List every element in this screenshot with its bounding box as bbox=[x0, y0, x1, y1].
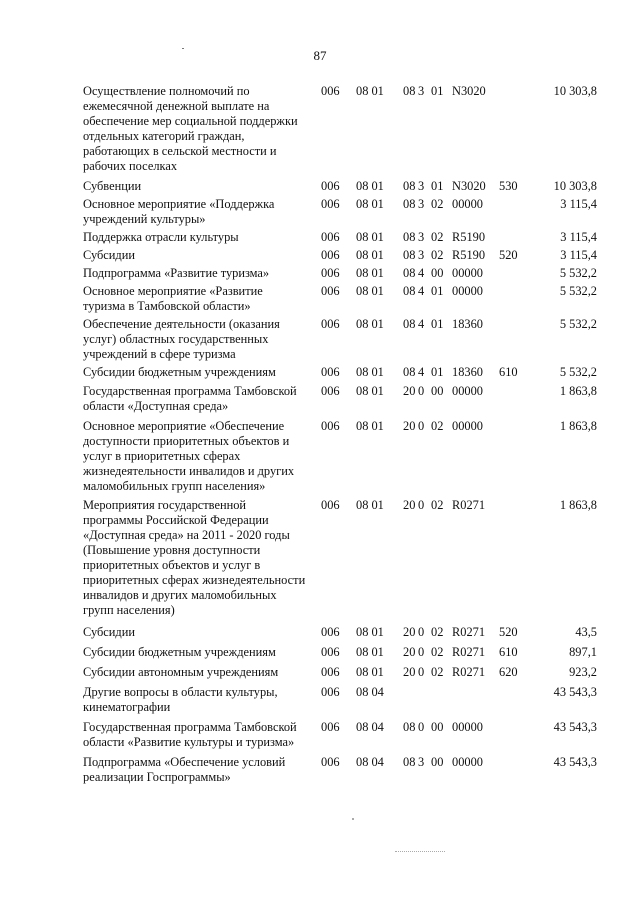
section-code: 08 01 bbox=[356, 179, 384, 193]
direction-code: 18360 bbox=[452, 365, 483, 379]
section-code: 08 01 bbox=[356, 197, 384, 211]
direction-code: 18360 bbox=[452, 317, 483, 331]
amount: 5 532,2 bbox=[559, 284, 597, 298]
row-name: Другие вопросы в области культуры, кинематографии bbox=[83, 685, 278, 714]
table-row bbox=[0, 419, 640, 494]
amount: 3 115,4 bbox=[560, 197, 597, 211]
section-code: 08 01 bbox=[356, 625, 384, 639]
grbs-code: 006 bbox=[321, 645, 340, 659]
event-code: 01 bbox=[431, 365, 444, 379]
subprogram-code: 0 bbox=[418, 720, 425, 734]
program-code: 20 bbox=[403, 645, 416, 659]
program-code: 20 bbox=[403, 419, 416, 433]
table-row bbox=[0, 230, 640, 245]
amount: 43 543,3 bbox=[553, 685, 597, 699]
program-code: 08 bbox=[403, 248, 416, 262]
amount: 43 543,3 bbox=[553, 755, 597, 769]
subprogram-code: 3 bbox=[418, 230, 425, 244]
section-code: 08 04 bbox=[356, 685, 384, 699]
amount: 10 303,8 bbox=[553, 179, 597, 193]
table-row bbox=[0, 755, 640, 785]
program-code: 08 bbox=[403, 179, 416, 193]
direction-code: 00000 bbox=[452, 419, 483, 433]
table-row bbox=[0, 266, 640, 281]
amount: 5 532,2 bbox=[559, 266, 597, 280]
section-code: 08 01 bbox=[356, 498, 384, 512]
program-code: 08 bbox=[403, 720, 416, 734]
section-code: 08 01 bbox=[356, 266, 384, 280]
subprogram-code: 3 bbox=[418, 179, 425, 193]
section-code: 08 04 bbox=[356, 720, 384, 734]
direction-code: R0271 bbox=[452, 625, 486, 639]
amount: 10 303,8 bbox=[553, 84, 597, 98]
grbs-code: 006 bbox=[321, 720, 340, 734]
expense-type-code: 520 bbox=[499, 248, 518, 262]
table-row bbox=[0, 720, 640, 750]
direction-code: 00000 bbox=[452, 720, 483, 734]
subprogram-code: 4 bbox=[418, 317, 425, 331]
grbs-code: 006 bbox=[321, 498, 340, 512]
table-row bbox=[0, 685, 640, 715]
event-code: 00 bbox=[431, 755, 444, 769]
direction-code: R0271 bbox=[452, 645, 486, 659]
grbs-code: 006 bbox=[321, 685, 340, 699]
amount: 5 532,2 bbox=[559, 317, 597, 331]
amount: 5 532,2 bbox=[559, 365, 597, 379]
row-name: Субсидии bbox=[83, 625, 135, 639]
subprogram-code: 4 bbox=[418, 266, 425, 280]
scan-artifact bbox=[395, 851, 445, 853]
event-code: 02 bbox=[431, 248, 444, 262]
subprogram-code: 3 bbox=[418, 755, 425, 769]
row-name: Государственная программа Тамбовской области «Развитие культуры и туризма» bbox=[83, 720, 297, 749]
section-code: 08 01 bbox=[356, 665, 384, 679]
row-name: Основное мероприятие «Развитие туризма в Тамбовской области» bbox=[83, 284, 263, 313]
section-code: 08 01 bbox=[356, 317, 384, 331]
direction-code: 00000 bbox=[452, 384, 483, 398]
direction-code: 00000 bbox=[452, 266, 483, 280]
subprogram-code: 0 bbox=[418, 665, 425, 679]
event-code: 01 bbox=[431, 317, 444, 331]
table-row bbox=[0, 284, 640, 314]
event-code: 02 bbox=[431, 645, 444, 659]
table-row bbox=[0, 665, 640, 680]
event-code: 02 bbox=[431, 419, 444, 433]
event-code: 00 bbox=[431, 720, 444, 734]
subprogram-code: 3 bbox=[418, 248, 425, 262]
grbs-code: 006 bbox=[321, 365, 340, 379]
amount: 43 543,3 bbox=[553, 720, 597, 734]
row-name: Осуществление полномочий по ежемесячной денежной выплате на обеспечение мер социальной поддержки отдельных категорий граждан, работающих в сельской местности и рабочих поселках bbox=[83, 84, 298, 173]
program-code: 08 bbox=[403, 284, 416, 298]
event-code: 02 bbox=[431, 197, 444, 211]
event-code: 02 bbox=[431, 230, 444, 244]
section-code: 08 01 bbox=[356, 384, 384, 398]
expense-type-code: 520 bbox=[499, 625, 518, 639]
row-name: Субсидии бюджетным учреждениям bbox=[83, 365, 276, 379]
row-name: Субсидии bbox=[83, 248, 135, 262]
section-code: 08 01 bbox=[356, 84, 384, 98]
row-name: Основное мероприятие «Поддержка учреждений культуры» bbox=[83, 197, 275, 226]
row-name: Основное мероприятие «Обеспечение доступности приоритетных объектов и услуг в приоритетных сферах жизнедеятельности инвалидов и других маломобильных групп населения» bbox=[83, 419, 295, 493]
section-code: 08 01 bbox=[356, 645, 384, 659]
direction-code: 00000 bbox=[452, 197, 483, 211]
expense-type-code: 530 bbox=[499, 179, 518, 193]
amount: 897,1 bbox=[569, 645, 597, 659]
row-name: Субсидии автономным учреждениям bbox=[83, 665, 279, 679]
grbs-code: 006 bbox=[321, 248, 340, 262]
program-code: 08 bbox=[403, 230, 416, 244]
row-name: Государственная программа Тамбовской области «Доступная среда» bbox=[83, 384, 297, 413]
direction-code: R5190 bbox=[452, 248, 486, 262]
program-code: 08 bbox=[403, 197, 416, 211]
row-name: Субвенции bbox=[83, 179, 142, 193]
section-code: 08 01 bbox=[356, 284, 384, 298]
expense-type-code: 610 bbox=[499, 645, 518, 659]
section-code: 08 01 bbox=[356, 419, 384, 433]
table-row bbox=[0, 84, 640, 174]
program-code: 20 bbox=[403, 665, 416, 679]
row-name: Субсидии бюджетным учреждениям bbox=[83, 645, 276, 659]
direction-code: R0271 bbox=[452, 665, 486, 679]
table-row bbox=[0, 365, 640, 380]
scan-artifact bbox=[352, 818, 354, 820]
table-row bbox=[0, 625, 640, 640]
program-code: 08 bbox=[403, 365, 416, 379]
event-code: 01 bbox=[431, 84, 444, 98]
budget-table bbox=[0, 84, 640, 790]
section-code: 08 04 bbox=[356, 755, 384, 769]
subprogram-code: 0 bbox=[418, 645, 425, 659]
table-row bbox=[0, 498, 640, 618]
grbs-code: 006 bbox=[321, 755, 340, 769]
program-code: 20 bbox=[403, 625, 416, 639]
direction-code: R5190 bbox=[452, 230, 486, 244]
grbs-code: 006 bbox=[321, 384, 340, 398]
row-name: Мероприятия государственной программы Российской Федерации «Доступная среда» на 2011 - 2020 годы (Повышение уровня доступности приоритетных объектов и услуг в приоритетных сферах жизнедеятельности инвалидов и других маломобильных групп населения) bbox=[83, 498, 306, 617]
subprogram-code: 0 bbox=[418, 498, 425, 512]
amount: 923,2 bbox=[569, 665, 597, 679]
program-code: 08 bbox=[403, 755, 416, 769]
direction-code: N3020 bbox=[452, 179, 486, 193]
row-name: Подпрограмма «Развитие туризма» bbox=[83, 266, 270, 280]
grbs-code: 006 bbox=[321, 230, 340, 244]
subprogram-code: 4 bbox=[418, 365, 425, 379]
amount: 1 863,8 bbox=[559, 419, 597, 433]
grbs-code: 006 bbox=[321, 317, 340, 331]
subprogram-code: 0 bbox=[418, 625, 425, 639]
table-row bbox=[0, 248, 640, 263]
table-row bbox=[0, 179, 640, 194]
table-row bbox=[0, 197, 640, 227]
event-code: 02 bbox=[431, 625, 444, 639]
program-code: 08 bbox=[403, 317, 416, 331]
expense-type-code: 610 bbox=[499, 365, 518, 379]
event-code: 00 bbox=[431, 384, 444, 398]
direction-code: R0271 bbox=[452, 498, 486, 512]
grbs-code: 006 bbox=[321, 284, 340, 298]
amount: 3 115,4 bbox=[560, 230, 597, 244]
subprogram-code: 0 bbox=[418, 384, 425, 398]
grbs-code: 006 bbox=[321, 197, 340, 211]
amount: 3 115,4 bbox=[560, 248, 597, 262]
event-code: 02 bbox=[431, 665, 444, 679]
event-code: 00 bbox=[431, 266, 444, 280]
event-code: 02 bbox=[431, 498, 444, 512]
subprogram-code: 3 bbox=[418, 197, 425, 211]
table-row bbox=[0, 384, 640, 414]
row-name: Поддержка отрасли культуры bbox=[83, 230, 239, 244]
event-code: 01 bbox=[431, 284, 444, 298]
amount: 1 863,8 bbox=[559, 498, 597, 512]
section-code: 08 01 bbox=[356, 365, 384, 379]
table-row bbox=[0, 317, 640, 362]
amount: 1 863,8 bbox=[559, 384, 597, 398]
program-code: 20 bbox=[403, 498, 416, 512]
row-name: Обеспечение деятельности (оказания услуг) областных государственных учреждений в сфере туризма bbox=[83, 317, 280, 361]
grbs-code: 006 bbox=[321, 625, 340, 639]
grbs-code: 006 bbox=[321, 179, 340, 193]
program-code: 08 bbox=[403, 266, 416, 280]
section-code: 08 01 bbox=[356, 248, 384, 262]
grbs-code: 006 bbox=[321, 266, 340, 280]
subprogram-code: 4 bbox=[418, 284, 425, 298]
expense-type-code: 620 bbox=[499, 665, 518, 679]
section-code: 08 01 bbox=[356, 230, 384, 244]
grbs-code: 006 bbox=[321, 419, 340, 433]
table-row bbox=[0, 645, 640, 660]
direction-code: 00000 bbox=[452, 284, 483, 298]
program-code: 08 bbox=[403, 84, 416, 98]
grbs-code: 006 bbox=[321, 84, 340, 98]
program-code: 20 bbox=[403, 384, 416, 398]
grbs-code: 006 bbox=[321, 665, 340, 679]
page-number: 87 bbox=[313, 48, 327, 63]
subprogram-code: 3 bbox=[418, 84, 425, 98]
direction-code: N3020 bbox=[452, 84, 486, 98]
amount: 43,5 bbox=[575, 625, 597, 639]
subprogram-code: 0 bbox=[418, 419, 425, 433]
event-code: 01 bbox=[431, 179, 444, 193]
direction-code: 00000 bbox=[452, 755, 483, 769]
row-name: Подпрограмма «Обеспечение условий реализации Госпрограммы» bbox=[83, 755, 286, 784]
